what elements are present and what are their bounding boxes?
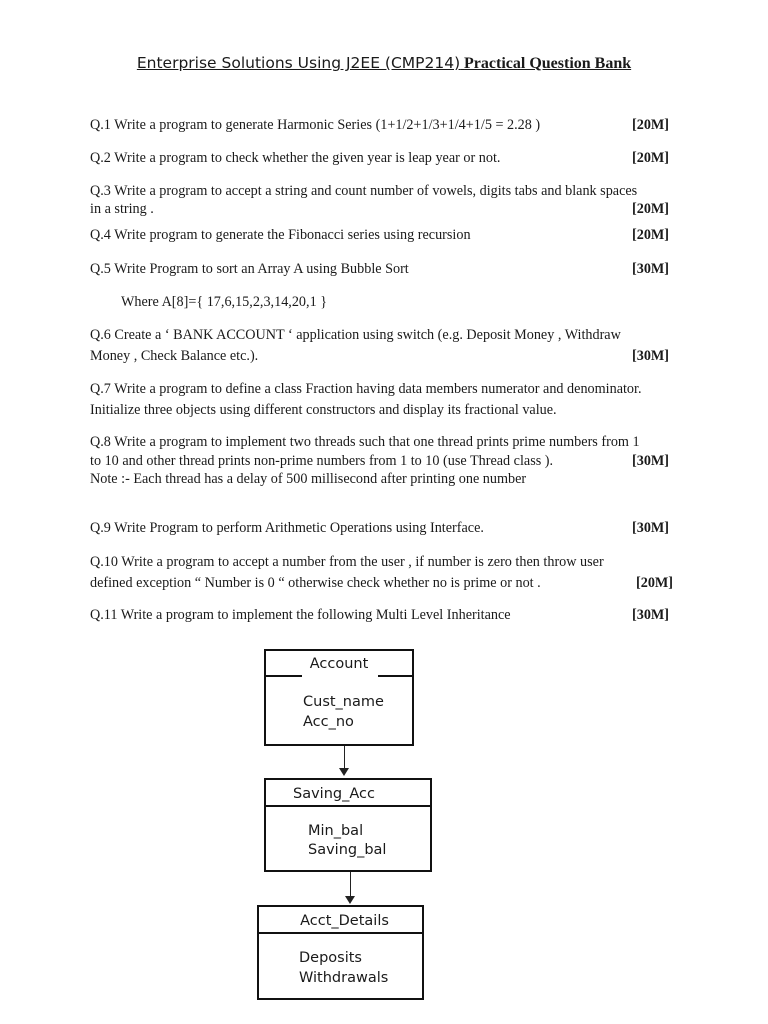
field-cust-name: Cust_name bbox=[303, 694, 384, 710]
question-7-line-1: Q.7 Write a program to define a class Fraction having data members numerator and denominator. bbox=[90, 381, 642, 397]
title-course: Enterprise Solutions Using J2EE (CMP214) bbox=[136, 54, 461, 72]
inheritance-line bbox=[350, 872, 351, 897]
question-8-line-1: Q.8 Write a program to implement two threads such that one thread prints prime numbers from 1 bbox=[90, 434, 640, 450]
field-acc-no: Acc_no bbox=[303, 714, 354, 730]
inheritance-line bbox=[344, 746, 345, 770]
marks-1: [20M] bbox=[632, 117, 670, 133]
question-8-note: Note :- Each thread has a delay of 500 millisecond after printing one number bbox=[90, 471, 527, 487]
field-min-bal: Min_bal bbox=[308, 823, 364, 839]
marks-3: [20M] bbox=[632, 201, 670, 217]
page-title bbox=[0, 54, 768, 73]
marks-9: [30M] bbox=[632, 520, 670, 536]
question-5: Q.5 Write Program to sort an Array A using Bubble Sort bbox=[90, 261, 409, 277]
marks-8: [30M] bbox=[632, 453, 670, 469]
class-box-acct-details bbox=[257, 905, 424, 1000]
class-name-account: Account bbox=[309, 656, 369, 672]
marks-4: [20M] bbox=[632, 227, 670, 243]
arrow-down-icon bbox=[345, 896, 355, 904]
question-9: Q.9 Write Program to perform Arithmetic Operations using Interface. bbox=[90, 520, 484, 536]
question-2: Q.2 Write a program to check whether the given year is leap year or not. bbox=[90, 150, 501, 166]
question-5-array: Where A[8]={ 17,6,15,2,3,14,20,1 } bbox=[121, 294, 328, 310]
question-10-line-1: Q.10 Write a program to accept a number from the user , if number is zero then throw user bbox=[90, 554, 604, 570]
class-box-saving-acc bbox=[264, 778, 432, 872]
question-6-line-1: Q.6 Create a ‘ BANK ACCOUNT ‘ application using switch (e.g. Deposit Money , Withdraw bbox=[90, 327, 621, 343]
class-name-saving-acc: Saving_Acc bbox=[293, 786, 375, 802]
question-6-line-2: Money , Check Balance etc.). bbox=[90, 348, 259, 364]
marks-2: [20M] bbox=[632, 150, 670, 166]
class-box-account bbox=[264, 649, 414, 746]
question-11: Q.11 Write a program to implement the following Multi Level Inheritance bbox=[90, 607, 511, 623]
field-deposits: Deposits bbox=[299, 950, 362, 966]
class-divider bbox=[266, 675, 302, 677]
class-divider bbox=[378, 675, 414, 677]
question-4: Q.4 Write program to generate the Fibonacci series using recursion bbox=[90, 227, 471, 243]
question-1: Q.1 Write a program to generate Harmonic Series (1+1/2+1/3+1/4+1/5 = 2.28 ) bbox=[90, 117, 541, 133]
marks-11: [30M] bbox=[632, 607, 670, 623]
marks-10: [20M] bbox=[636, 575, 674, 591]
question-8-line-2: to 10 and other thread prints non-prime numbers from 1 to 10 (use Thread class ). bbox=[90, 453, 554, 469]
title-bank: Practical Question Bank bbox=[464, 55, 632, 72]
question-7-line-2: Initialize three objects using different constructors and display its fractional value. bbox=[90, 402, 557, 418]
class-divider bbox=[266, 805, 430, 807]
question-10-line-2: defined exception “ Number is 0 “ otherwise check whether no is prime or not . bbox=[90, 575, 541, 591]
arrow-down-icon bbox=[339, 768, 349, 776]
marks-6: [30M] bbox=[632, 348, 670, 364]
question-3-line-1: Q.3 Write a program to accept a string and count number of vowels, digits tabs and blank spaces bbox=[90, 183, 638, 199]
field-saving-bal: Saving_bal bbox=[308, 842, 387, 858]
class-divider bbox=[259, 932, 422, 934]
marks-5: [30M] bbox=[632, 261, 670, 277]
field-withdrawals: Withdrawals bbox=[299, 970, 389, 986]
question-3-line-2: in a string . bbox=[90, 201, 154, 217]
class-name-acct-details: Acct_Details bbox=[300, 913, 389, 929]
